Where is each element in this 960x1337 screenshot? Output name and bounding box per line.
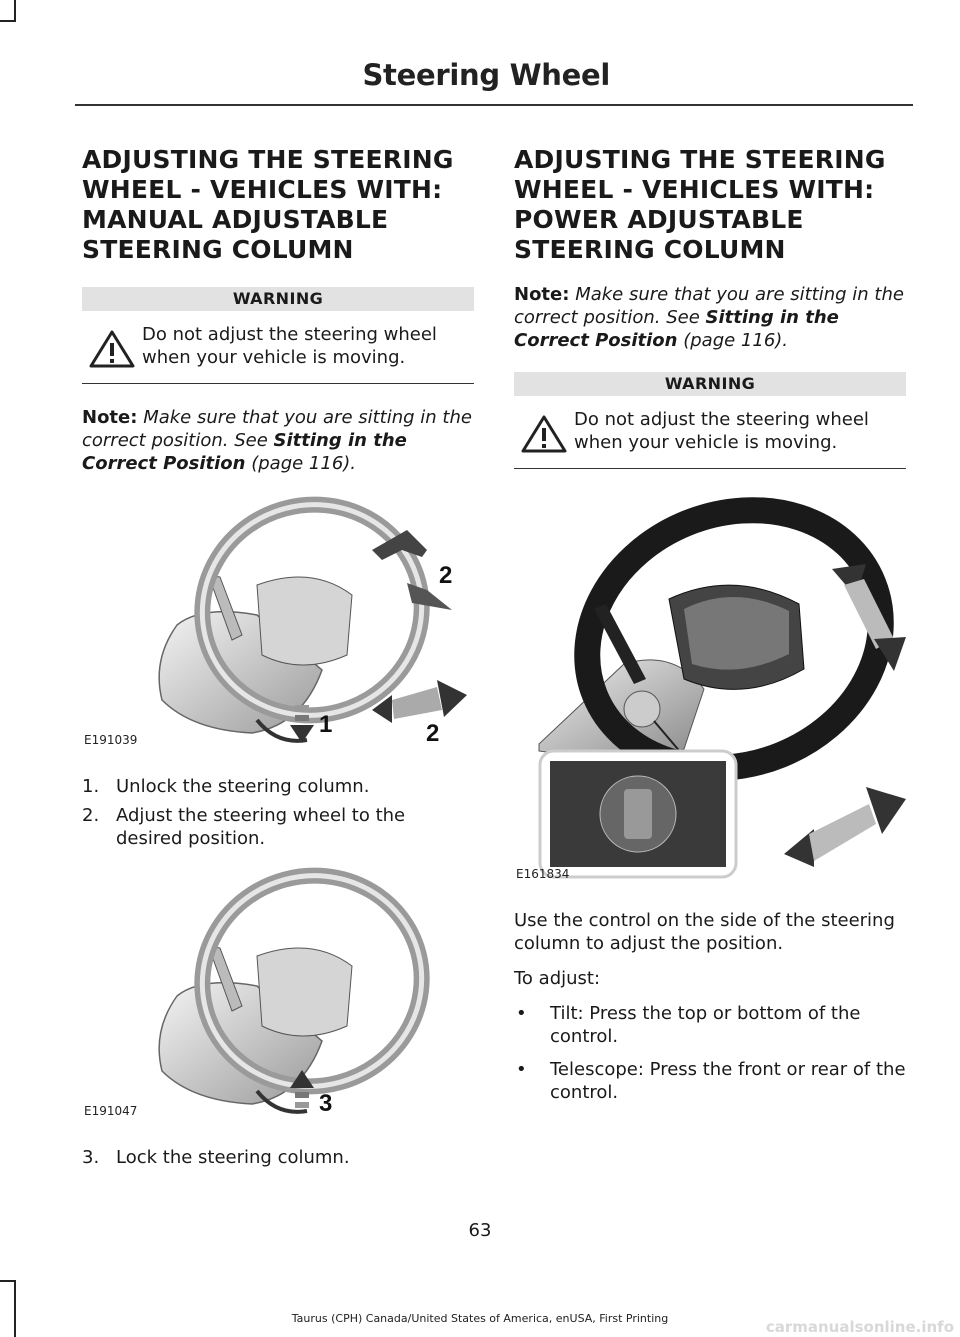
warning-box — [514, 396, 906, 469]
crop-mark — [14, 1280, 16, 1337]
figure-code: E191047 — [84, 1104, 138, 1118]
heading-line: STEERING COLUMN — [82, 235, 354, 264]
bullet-text: Tilt: Press the top or bottom of the control. — [550, 1003, 861, 1047]
right-column — [514, 145, 906, 1114]
crop-mark — [0, 20, 16, 22]
list-item — [514, 1002, 906, 1048]
bullet-icon: • — [516, 1003, 527, 1024]
section-heading-manual — [82, 145, 474, 265]
callout-label: 2 — [439, 562, 453, 589]
heading-line: WHEEL - VEHICLES WITH: — [514, 175, 875, 204]
step-number: 1. — [82, 776, 100, 797]
step-text: Unlock the steering column. — [116, 776, 370, 797]
bullet-icon: • — [516, 1059, 527, 1080]
list-item — [82, 775, 474, 798]
left-column — [82, 145, 474, 1175]
figure-power-column — [514, 489, 906, 887]
heading-line: POWER ADJUSTABLE — [514, 205, 804, 234]
note-label: Note: — [514, 284, 570, 305]
note-text: Make sure that you are sitting in the correct position. See — [514, 284, 904, 328]
step-number: 2. — [82, 805, 100, 826]
arrow-icon — [784, 787, 906, 867]
cross-reference-link[interactable]: Sitting in the Correct Position — [82, 430, 407, 474]
page-title: Steering Wheel — [362, 58, 610, 92]
figure-manual-unlock — [82, 495, 474, 753]
bullet-text: Telescope: Press the front or rear of the control. — [550, 1059, 906, 1103]
step-number: 3. — [82, 1147, 100, 1168]
cross-reference-link[interactable]: Sitting in the Correct Position — [514, 307, 839, 351]
header-rule — [75, 104, 913, 106]
heading-line: ADJUSTING THE STEERING — [82, 145, 454, 174]
step-text: Lock the steering column. — [116, 1147, 350, 1168]
warning-triangle-icon — [88, 329, 136, 369]
watermark: carmanualsonline.info — [765, 1318, 954, 1336]
callout-label: 1 — [319, 711, 333, 738]
steps-list — [82, 775, 474, 850]
note-text: Make sure that you are sitting in the correct position. See — [82, 407, 472, 451]
figure-code: E191039 — [84, 733, 138, 747]
figure-manual-lock — [82, 866, 474, 1124]
note-label: Note: — [82, 407, 138, 428]
heading-line: MANUAL ADJUSTABLE — [82, 205, 389, 234]
warning-label: WARNING — [82, 287, 474, 311]
page-reference: (page 116). — [251, 453, 357, 474]
warning-label: WARNING — [514, 372, 906, 396]
steering-wheel-illustration — [514, 489, 906, 887]
warning-text: Do not adjust the steering wheel when your vehicle is moving. — [574, 409, 869, 453]
to-adjust-label: To adjust: — [514, 968, 601, 989]
heading-line: STEERING COLUMN — [514, 235, 786, 264]
step-text: Adjust the steering wheel to the desired position. — [116, 805, 406, 849]
warning-box — [82, 311, 474, 384]
intro-paragraph: Use the control on the side of the steering column to adjust the position. — [514, 910, 895, 954]
figure-code: E161834 — [516, 867, 570, 881]
note-paragraph — [514, 283, 906, 352]
warning-text: Do not adjust the steering wheel when your vehicle is moving. — [142, 324, 437, 368]
footer-text: Taurus (CPH) Canada/United States of America, enUSA, First Printing — [291, 1312, 669, 1325]
callout-label: 3 — [319, 1090, 333, 1117]
adjust-list — [514, 1002, 906, 1104]
heading-line: ADJUSTING THE STEERING — [514, 145, 886, 174]
steps-list — [82, 1146, 474, 1169]
list-item — [82, 804, 474, 850]
callout-label: 2 — [426, 720, 440, 747]
crop-mark — [0, 1280, 16, 1282]
list-item — [82, 1146, 474, 1169]
page-reference: (page 116). — [683, 330, 789, 351]
steering-wheel-illustration — [82, 495, 474, 753]
heading-line: WHEEL - VEHICLES WITH: — [82, 175, 443, 204]
warning-triangle-icon — [520, 414, 568, 454]
list-item — [514, 1058, 906, 1104]
steering-wheel-illustration — [82, 866, 474, 1124]
section-heading-power — [514, 145, 906, 265]
note-paragraph — [82, 406, 474, 475]
crop-mark — [14, 0, 16, 22]
page-number: 63 — [468, 1220, 492, 1241]
